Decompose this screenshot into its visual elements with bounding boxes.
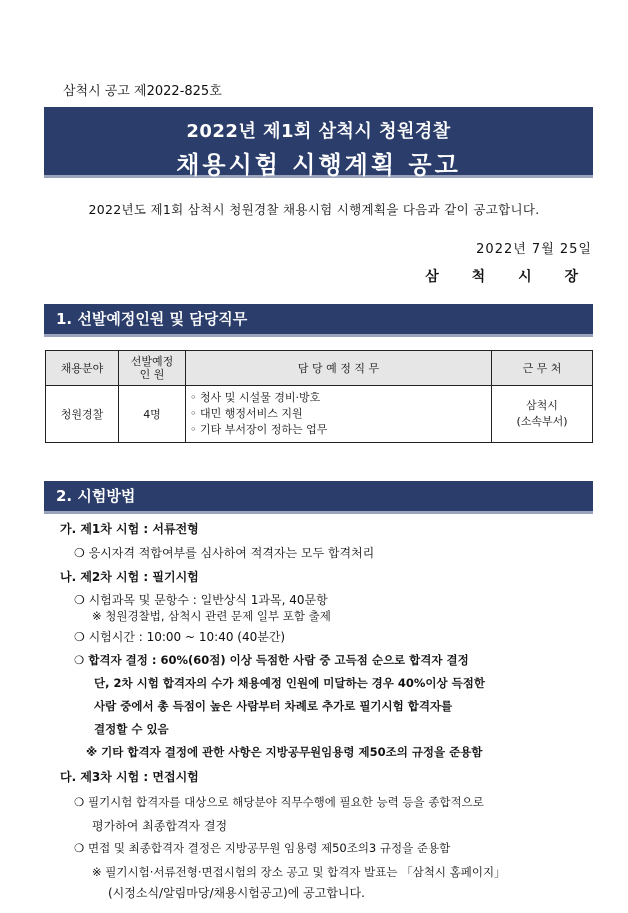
header-workplace: 근 무 처 xyxy=(492,351,593,386)
table-header-row xyxy=(46,351,593,386)
title-line-1: 2022년 제1회 삼척시 청원경찰 xyxy=(186,121,451,142)
header-count: 선발예정 인 원 xyxy=(119,351,186,386)
body-line: 평가하여 최종합격자 결정 xyxy=(92,819,228,833)
section-2-heading: 2. 시험방법 xyxy=(44,481,593,514)
body-line: ❍ 합격자 결정 : 60%(60점) 이상 득점한 사람 중 고득점 순으로 합격자 결정 xyxy=(74,653,469,667)
issuer: 삼 척 시 장 xyxy=(425,269,592,285)
notice-date: 2022년 7월 25일 xyxy=(476,242,592,257)
body-note: ※ 기타 합격자 결정에 관한 사항은 지방공무원임용령 제50조의 규정을 준용함 xyxy=(86,745,483,759)
roles-table xyxy=(45,350,593,443)
duty-item: ◦ 청사 및 시설물 경비·방호 xyxy=(190,391,321,404)
table-row xyxy=(46,386,593,443)
body-line: ❍ 응시자격 적합여부를 심사하여 적격자는 모두 합격처리 xyxy=(74,546,375,560)
header-duties: 담 당 예 정 직 무 xyxy=(186,351,492,386)
intro-text: 2022년도 제1회 삼척시 청원경찰 채용시험 시행계획을 다음과 같이 공고합니다. xyxy=(88,202,540,217)
header-field: 채용분야 xyxy=(46,351,119,386)
body-line: 사람 중에서 총 득점이 높은 사람부터 차례로 추가로 필기시험 합격자를 xyxy=(94,699,453,713)
step-1-heading: 가. 제1차 시험 : 서류전형 xyxy=(60,522,199,536)
cell-duties xyxy=(186,386,492,443)
workplace-note: (소속부서) xyxy=(516,415,568,428)
body-line: ❍ 면접 및 최종합격자 결정은 지방공무원 임용령 제50조의3 규정을 준용함 xyxy=(74,841,451,855)
body-note: ※ 필기시험·서류전형·면접시험의 장소 공고 및 합격자 발표는 「삼척시 홈페이지」 xyxy=(92,865,506,879)
body-line: 결정할 수 있음 xyxy=(94,722,169,736)
body-line: ❍ 시험과목 및 문항수 : 일반상식 1과목, 40문항 xyxy=(74,593,328,607)
cell-field: 청원경찰 xyxy=(46,386,119,443)
title-line-2: 채용시험 시행계획 공고 xyxy=(176,151,461,179)
section-1-heading: 1. 선발예정인원 및 담당직무 xyxy=(44,304,593,337)
step-2-heading: 나. 제2차 시험 : 필기시험 xyxy=(60,570,199,584)
duty-item: ◦ 기타 부서장이 정하는 업무 xyxy=(190,423,328,436)
workplace-name: 삼척시 xyxy=(526,399,558,412)
cell-count: 4명 xyxy=(119,386,186,443)
duty-item: ◦ 대민 행정서비스 지원 xyxy=(190,407,303,420)
body-note: ※ 청원경찰법, 삼척시 관련 문제 일부 포함 출제 xyxy=(92,609,331,623)
cell-workplace xyxy=(492,386,593,443)
body-note: (시정소식/알림마당/채용시험공고)에 공고합니다. xyxy=(108,886,365,900)
title-banner xyxy=(44,107,593,178)
body-line: ❍ 필기시험 합격자를 대상으로 해당분야 직무수행에 필요한 능력 등을 종합적으로 xyxy=(74,795,484,809)
notice-number: 삼척시 공고 제2022-825호 xyxy=(63,84,222,99)
step-3-heading: 다. 제3차 시험 : 면접시험 xyxy=(60,770,199,784)
body-line: ❍ 시험시간 : 10:00 ~ 10:40 (40분간) xyxy=(74,630,286,644)
body-line: 단, 2차 시험 합격자의 수가 채용예정 인원에 미달하는 경우 40%이상 득점한 xyxy=(94,676,485,690)
